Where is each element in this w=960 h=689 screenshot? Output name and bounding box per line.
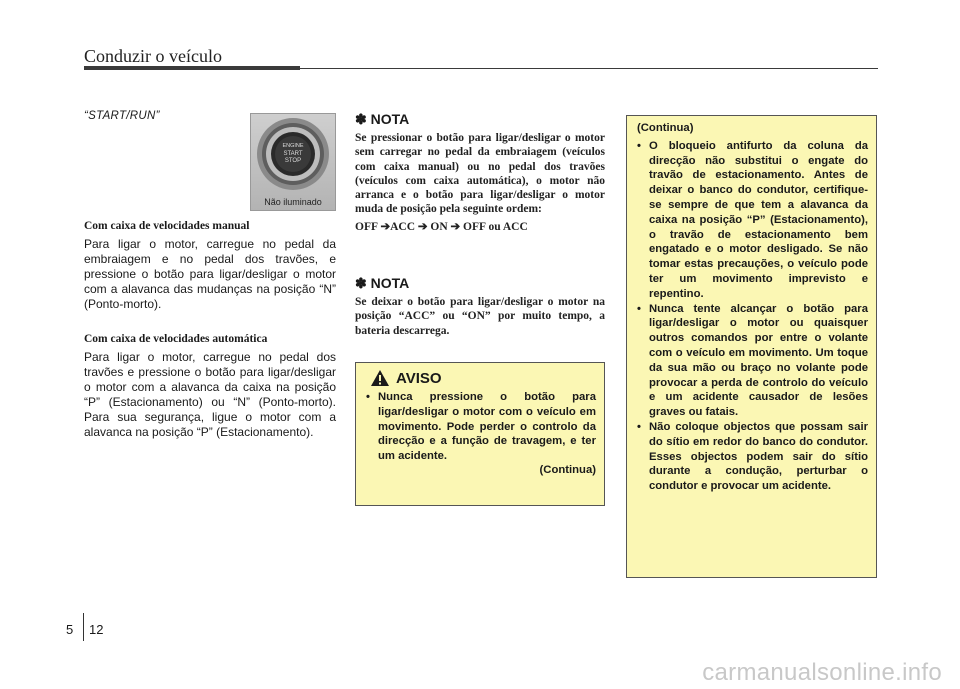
nota-1 (355, 111, 605, 233)
continued-list (637, 139, 868, 494)
header-rule-thick (84, 66, 300, 70)
asterisk-icon: ✽ (355, 275, 367, 291)
engine-start-button-icon (251, 114, 335, 196)
left-column (84, 110, 336, 439)
list-item: • Não coloque objectos que possam sair do sítio em redor do banco do condutor. Esses objectos podem sair do sítio durante a condução, perturbar o condutor e provocar um acidente. (637, 420, 868, 494)
automatic-heading: Com caixa de velocidades automática (84, 333, 268, 345)
continued-warning-box (626, 115, 877, 578)
nota-title: NOTA (370, 275, 410, 291)
seq-acc: ACC (390, 220, 416, 233)
manual-heading: Com caixa de velocidades manual (84, 220, 250, 232)
button-line: ENGINE (282, 143, 304, 149)
watermark: carmanualsonline.info (702, 659, 942, 686)
continua-label: (Continua) (539, 463, 596, 476)
nota-2 (355, 275, 605, 338)
list-item: • Nunca tente alcançar o botão para ligar/desligar o motor ou quaisquer outros comandos por entre o volante com o veículo em movimento. Um toque da sua mão ou braço no volante pode provocar a perda de controlo do veículo e um acidente causador de lesões graves ou fatais. (637, 302, 868, 420)
nota-heading (355, 111, 605, 128)
nota-text: Se pressionar o botão para ligar/desligar o motor sem carregar no pedal da embraiagem (veículos com caixa manual) ou no pedal dos travões (veículos com caixa automática), o motor não arranca e o botão para ligar/desligar o motor muda de posição pela seguinte ordem: (355, 132, 605, 216)
seq-on: ON (430, 220, 448, 233)
footer-divider (83, 613, 84, 641)
automatic-text: Para ligar o motor, carregue no pedal dos travões e pressione o botão para ligar/desligar o motor com a alavanca da caixa na posição “P” (Estacionamento) ou “N” (Ponto-morto). Para sua segurança, ligue o motor com a alavanca na posição “P” (Estacionamento). (84, 350, 336, 439)
warning-triangle-icon (370, 369, 390, 387)
manual-text: Para ligar o motor, carregue no pedal da embraiagem e no pedal dos travões, e pressione o botão para ligar/desligar o motor com a alavanca das mudanças na posição “N” (Ponto-morto). (84, 237, 336, 311)
section-number: 5 (66, 622, 74, 637)
aviso-box (355, 362, 605, 506)
button-line: START (283, 151, 303, 157)
arrow-icon: ➔ (380, 220, 391, 233)
nota-title: NOTA (370, 111, 410, 127)
aviso-heading (370, 369, 596, 387)
automatic-section (84, 333, 336, 440)
header-rule-thin (300, 68, 878, 69)
photo-caption: Não iluminado (264, 197, 322, 207)
button-line: STOP (284, 158, 302, 164)
nota-heading (355, 275, 605, 292)
seq-off-acc: OFF ou ACC (463, 220, 528, 233)
position-sequence (355, 219, 605, 233)
aviso-title: AVISO (396, 369, 442, 387)
start-button-photo (250, 113, 336, 211)
run-label: “START/RUN” (84, 110, 160, 122)
section-title: Conduzir o veículo (84, 46, 222, 66)
continued-heading: (Continua) (637, 122, 694, 134)
manual-section (84, 220, 336, 312)
list-item: • O bloqueio antifurto da coluna da direcção não substitui o engate do travão de estacionamento. Antes de deixar o banco do condutor, certifique-se sempre de que tem a alavanca da caixa na posição “P” (Estacionamento), o travão de estacionamento bem engatado e o motor desligado. Se não tomar estas precauções, o veículo pode ter um movimento imprevisto e repentino. (637, 139, 868, 302)
asterisk-icon: ✽ (355, 111, 367, 127)
nota-text: Se deixar o botão para ligar/desligar o motor na posição “ACC” ou “ON” por muito tempo, a bateria descarrega. (355, 296, 605, 337)
list-item: • Nunca pressione o botão para ligar/desligar o motor com o veículo em movimento. Pode perder o controlo da direcção e a função de travagem, e ter um acidente. (366, 390, 596, 464)
middle-column (355, 111, 605, 337)
aviso-list (366, 390, 596, 464)
page-number: 12 (89, 622, 104, 637)
arrow-icon: ➔ (417, 220, 428, 233)
seq-off: OFF (355, 220, 378, 233)
arrow-icon: ➔ (450, 220, 461, 233)
